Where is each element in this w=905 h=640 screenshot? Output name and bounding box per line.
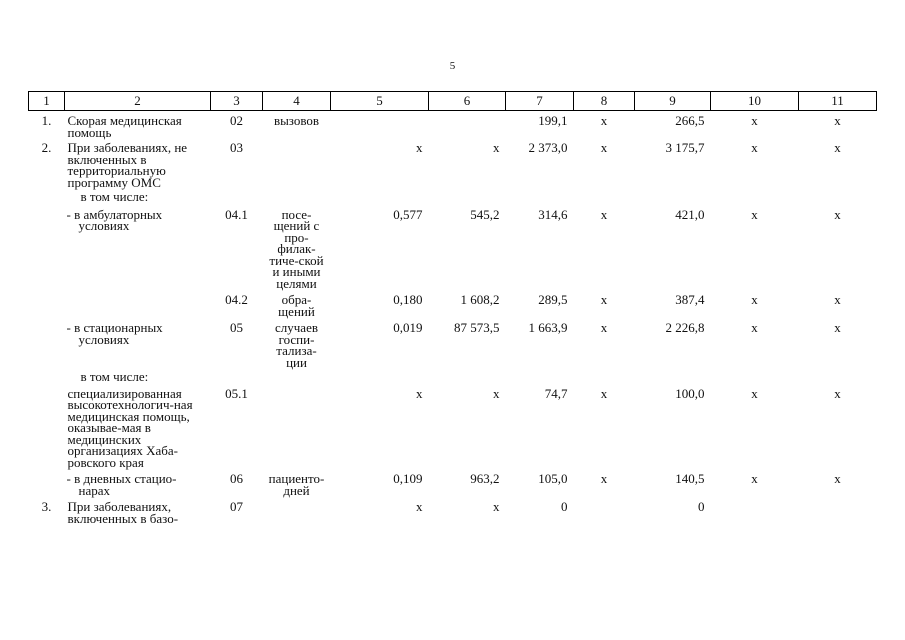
table-cell: посе-щений с про-филак-тиче-ской и иными целями xyxy=(269,206,324,291)
table-cell: 0 xyxy=(561,499,568,514)
row-description: - в дневных стацио-нарах xyxy=(66,471,177,498)
table-cell xyxy=(263,138,331,188)
table-cell: 87 573,5 xyxy=(454,320,500,335)
table-cell: х xyxy=(834,471,841,486)
header-row xyxy=(29,92,877,111)
table-cell: х xyxy=(416,499,423,514)
table-cell: 1 608,2 xyxy=(460,292,500,307)
table-cell: пациенто-дней xyxy=(268,471,325,498)
column-header: 11 xyxy=(799,92,877,111)
table-cell xyxy=(574,496,635,524)
table-cell: 05 xyxy=(230,320,243,335)
table-cell: х xyxy=(493,499,500,514)
table-cell xyxy=(263,383,331,469)
table-cell xyxy=(331,111,429,139)
table-subheading-row xyxy=(29,368,877,383)
table-cell: х xyxy=(600,320,608,335)
table-cell: 0,180 xyxy=(393,292,423,307)
table-cell: 1 663,9 xyxy=(528,320,568,335)
table-cell: х xyxy=(600,140,608,155)
table-cell: обра-щений xyxy=(278,292,315,319)
table-cell: 06 xyxy=(230,471,243,486)
table-cell: х xyxy=(600,292,608,307)
table-cell: х xyxy=(600,113,608,128)
column-header: 6 xyxy=(429,92,506,111)
table-cell: х xyxy=(834,320,841,335)
table-cell: 0,577 xyxy=(393,206,423,222)
column-header: 2 xyxy=(65,92,211,111)
row-description: - в амбулаторных условиях xyxy=(66,206,163,233)
table-cell: 0 xyxy=(698,499,705,514)
table-cell xyxy=(29,188,65,203)
table-cell: х xyxy=(834,113,841,128)
column-header: 3 xyxy=(211,92,263,111)
table-row xyxy=(29,383,877,469)
column-header: 8 xyxy=(574,92,635,111)
table-row xyxy=(29,138,877,188)
table-row xyxy=(29,496,877,524)
table-cell: х xyxy=(751,471,758,486)
column-header: 7 xyxy=(506,92,574,111)
table-cell xyxy=(429,111,506,139)
table-cell: 963,2 xyxy=(470,471,500,486)
table-cell: 0,109 xyxy=(393,471,423,486)
table-cell: х xyxy=(751,206,758,222)
table-cell: 421,0 xyxy=(675,206,705,222)
row-description xyxy=(65,289,211,317)
table-row xyxy=(29,203,877,290)
table-cell: х xyxy=(834,292,841,307)
table-cell xyxy=(29,368,65,383)
column-header: 5 xyxy=(331,92,429,111)
subheading-label: в том числе: xyxy=(80,189,149,204)
table-cell: х xyxy=(834,140,841,155)
table-cell: х xyxy=(834,385,841,401)
table-cell: 04.2 xyxy=(225,292,248,307)
table-cell: х xyxy=(751,140,758,155)
table-cell: 100,0 xyxy=(675,385,705,401)
table-cell: 105,0 xyxy=(538,471,568,486)
table-cell: 07 xyxy=(230,499,243,514)
table-body xyxy=(29,111,877,525)
table-cell: 05.1 xyxy=(225,385,248,401)
column-header: 9 xyxy=(635,92,711,111)
table-row xyxy=(29,468,877,496)
table-row xyxy=(29,111,877,139)
row-description: - в стационарных условиях xyxy=(66,320,163,347)
table-cell: х xyxy=(416,140,423,155)
column-header: 1 xyxy=(29,92,65,111)
table-cell: х xyxy=(493,140,500,155)
table-cell: 2 373,0 xyxy=(528,140,568,155)
table-cell: 2. xyxy=(41,140,52,155)
table-cell: х xyxy=(493,385,500,401)
table-cell: случаев госпи-тализа-ции xyxy=(275,320,318,370)
table-cell: х xyxy=(751,113,758,128)
table-cell: 266,5 xyxy=(675,113,705,128)
table-row xyxy=(29,317,877,368)
table-cell: 74,7 xyxy=(544,385,568,401)
table-cell xyxy=(29,203,65,290)
table-cell: 545,2 xyxy=(470,206,500,222)
table-cell: х xyxy=(751,292,758,307)
row-description: специализированная высокотехнологич-ная медицинская помощь, оказывае-мая в медицинских организациях Хаба-ровского края xyxy=(67,385,193,470)
table-cell: 314,6 xyxy=(538,206,568,222)
table-cell xyxy=(29,317,65,368)
table-cell: 2 226,8 xyxy=(665,320,705,335)
table-cell: 03 xyxy=(230,140,243,155)
column-header: 10 xyxy=(711,92,799,111)
table-cell: х xyxy=(751,385,758,401)
table-cell: 3. xyxy=(41,499,52,514)
subheading-label: в том числе: xyxy=(80,369,149,384)
table-cell: вызовов xyxy=(273,113,320,128)
table-cell: 289,5 xyxy=(538,292,568,307)
table-cell: 3 175,7 xyxy=(665,140,705,155)
table-cell xyxy=(29,383,65,469)
row-description: При заболеваниях, включенных в базо- xyxy=(67,499,179,526)
table-cell: 387,4 xyxy=(675,292,705,307)
table-cell: 199,1 xyxy=(538,113,568,128)
table-cell xyxy=(799,496,877,524)
table-cell xyxy=(711,496,799,524)
row-description: Скорая медицинская помощь xyxy=(67,113,182,140)
table-cell: 04.1 xyxy=(225,206,248,222)
table-cell: х xyxy=(600,206,608,222)
table-cell: х xyxy=(600,385,608,401)
table-cell: 02 xyxy=(230,113,243,128)
table-cell: 140,5 xyxy=(675,471,705,486)
table-cell: х xyxy=(600,471,608,486)
table-row xyxy=(29,289,877,317)
table-cell xyxy=(29,468,65,496)
data-table xyxy=(28,91,877,524)
table-cell: х xyxy=(416,385,423,401)
table-cell: 0,019 xyxy=(393,320,423,335)
page-number: 5 xyxy=(449,60,456,72)
table-cell: 1. xyxy=(41,113,52,128)
table-cell xyxy=(29,289,65,317)
column-header: 4 xyxy=(263,92,331,111)
table-cell: х xyxy=(834,206,841,222)
table-cell xyxy=(263,496,331,524)
table-cell: х xyxy=(751,320,758,335)
table-subheading-row xyxy=(29,188,877,203)
row-description: При заболеваниях, не включенных в территориальную программу ОМС xyxy=(67,140,188,190)
